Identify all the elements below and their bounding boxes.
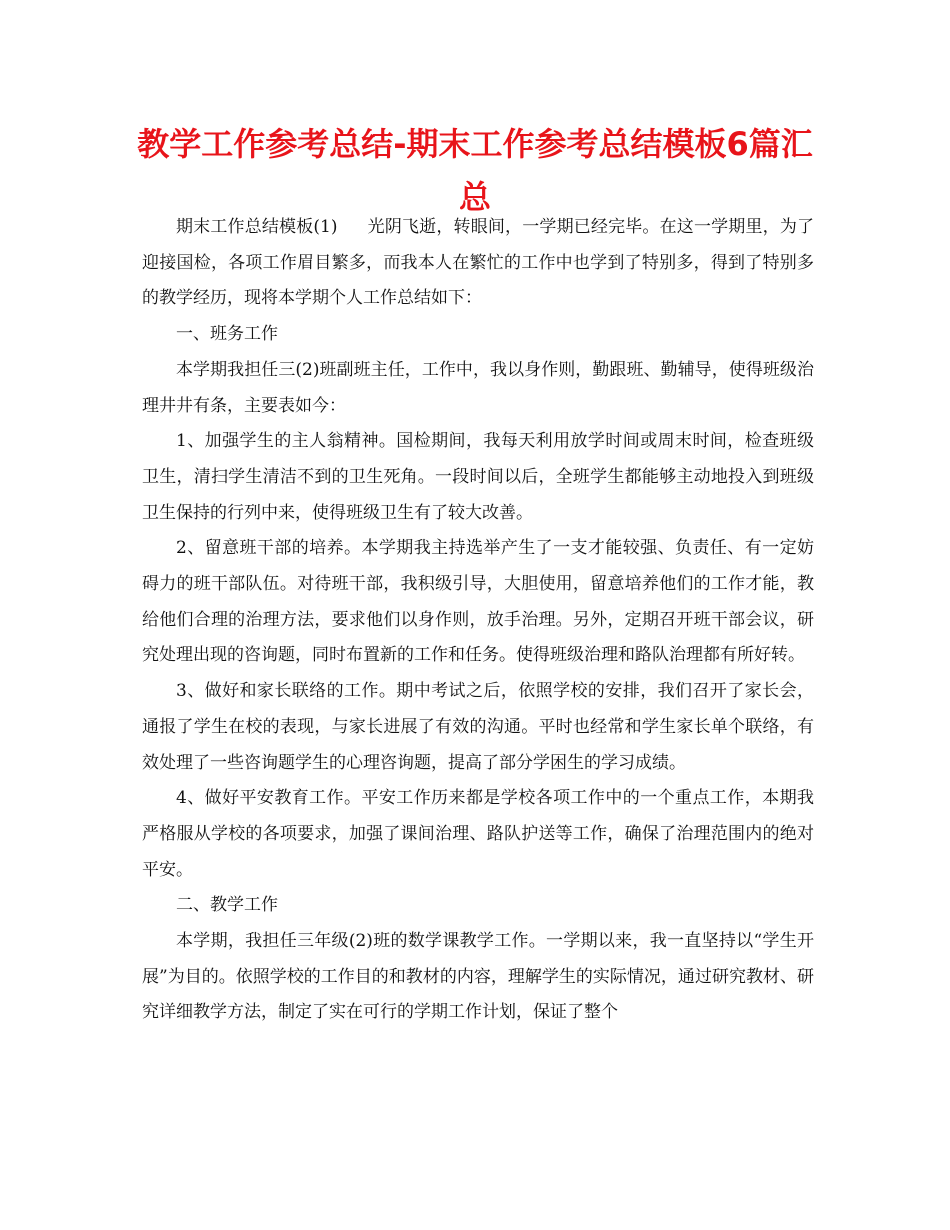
paragraph-teaching: 本学期，我担任三年级(2)班的数学课教学工作。一学期以来，我一直坚持以“学生开展”为目的。依照学校的工作目的和教材的内容，理解学生的实际情况，通过研究教材、研究详细教学方法，制定了实在可行的学期工作计划，保证了整个 — [142, 931, 814, 1023]
section-heading-teaching-work: 二、教学工作 — [176, 895, 278, 916]
paragraph-class-duty: 本学期我担任三(2)班副班主任，工作中，我以身作则，勤跟班、勤辅导，使得班级治理井井有条，主要表如今： — [142, 359, 814, 416]
section-heading-class-work: 一、班务工作 — [176, 324, 278, 345]
document-body — [142, 210, 814, 1031]
intro-label: 期末工作总结模板(1) — [176, 217, 338, 237]
intro-paragraph — [142, 210, 814, 317]
intro-text: 光阴飞逝，转眼间，一学期已经完毕。在这一学期里，为了迎接国检，各项工作眉目繁多，而我本人在繁忙的工作中也学到了特别多，得到了特别多的教学经历，现将本学期个人工作总结如下： — [142, 217, 814, 309]
paragraph-item-2: 2、留意班干部的培养。本学期我主持选举产生了一支才能较强、负责任、有一定妨碍力的班干部队伍。对待班干部，我积级引导，大胆使用，留意培养他们的工作才能，教给他们合理的治理方法，要求他们以身作则，放手治理。另外，定期召开班干部会议，研究处理出现的咨询题，同时布置新的工作和任务。使得班级治理和路队治理都有所好转。 — [142, 538, 814, 666]
paragraph-item-1: 1、加强学生的主人翁精神。国检期间，我每天利用放学时间或周末时间，检查班级卫生，清扫学生清洁不到的卫生死角。一段时间以后，全班学生都能够主动地投入到班级卫生保持的行列中来，使得班级卫生有了较大改善。 — [142, 431, 814, 523]
paragraph-item-4: 4、做好平安教育工作。平安工作历来都是学校各项工作中的一个重点工作，本期我严格服从学校的各项要求，加强了课间治理、路队护送等工作，确保了治理范围内的绝对平安。 — [142, 788, 814, 880]
paragraph-item-3: 3、做好和家长联络的工作。期中考试之后，依照学校的安排，我们召开了家长会，通报了学生在校的表现，与家长进展了有效的沟通。平时也经常和学生家长单个联络，有效处理了一些咨询题学生的心理咨询题，提高了部分学困生的学习成绩。 — [142, 681, 814, 773]
document-title: 教学工作参考总结-期末工作参考总结模板6篇汇总 — [137, 125, 813, 216]
